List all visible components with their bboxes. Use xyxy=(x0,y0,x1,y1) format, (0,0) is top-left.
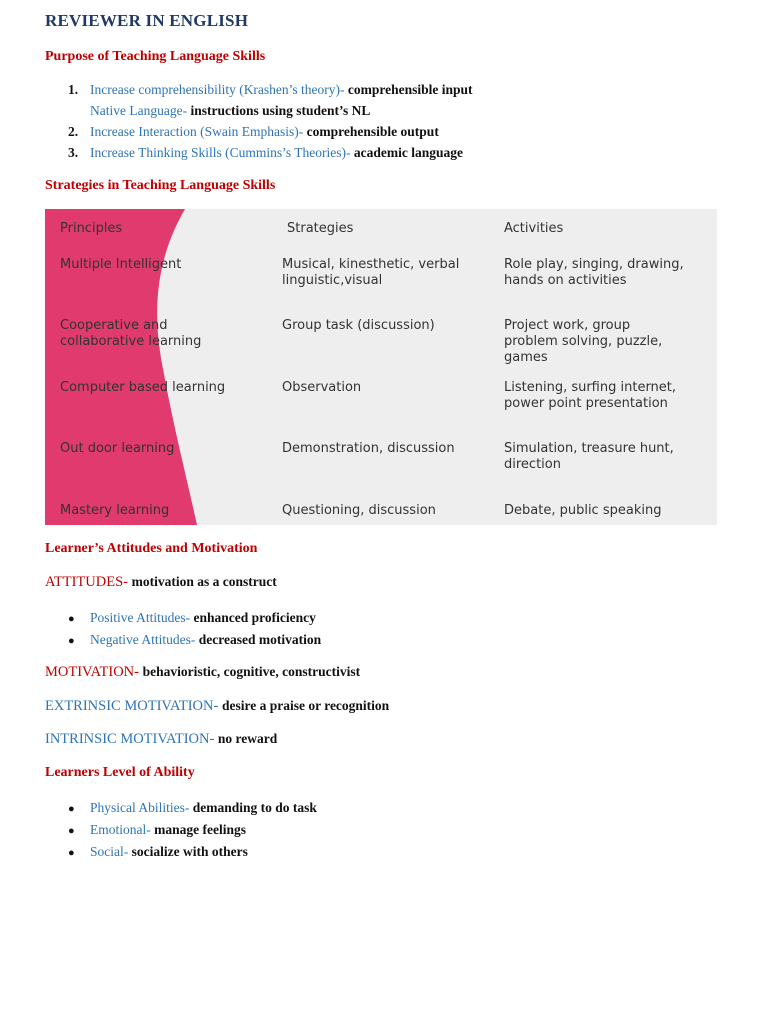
table-row-4-strategy: Demonstration, discussion xyxy=(282,441,455,456)
page-title: REVIEWER IN ENGLISH xyxy=(45,11,249,30)
item-label: Negative Attitudes- xyxy=(90,632,196,647)
motivation-text: behavioristic, cognitive, constructivist xyxy=(142,664,361,679)
table-row-2-activity: Project work, group problem solving, puzzle, games xyxy=(504,318,663,365)
table-row-5-principle: Mastery learning xyxy=(60,503,170,518)
extrinsic-label: EXTRINSIC MOTIVATION- xyxy=(45,698,219,714)
bullet-icon: ● xyxy=(68,825,75,837)
purpose-item-3 xyxy=(68,145,463,161)
attitude-item-positive xyxy=(68,610,316,626)
table-row-3-activity: Listening, surfing internet, power point presentation xyxy=(504,380,677,411)
ability-item-emotional xyxy=(68,822,246,838)
ability-item-social xyxy=(68,844,248,860)
table-row-1-activity: Role play, singing, drawing, hands on activities xyxy=(504,257,684,288)
bullet-icon: ● xyxy=(68,613,75,625)
strategies-heading: Strategies in Teaching Language Skills xyxy=(45,178,276,193)
attitudes-label: ATTITUDES- xyxy=(45,574,128,590)
table-row-2-strategy: Group task (discussion) xyxy=(282,318,435,333)
table-row-3-principle: Computer based learning xyxy=(60,380,226,395)
intrinsic-motivation-line xyxy=(45,731,277,748)
list-number: 2. xyxy=(68,124,79,139)
item-text: demanding to do task xyxy=(192,800,317,815)
table-row-4-principle: Out door learning xyxy=(60,441,175,456)
bullet-icon: ● xyxy=(68,847,75,859)
extrinsic-text: desire a praise or recognition xyxy=(221,698,390,713)
item-label: Increase Thinking Skills (Cummins’s Theories)- xyxy=(90,145,351,160)
purpose-item-1 xyxy=(68,82,473,98)
bullet-icon: ● xyxy=(68,803,75,815)
attitudes-text: motivation as a construct xyxy=(131,574,277,589)
strategies-table xyxy=(45,209,717,525)
item-text: manage feelings xyxy=(154,822,246,837)
list-number: 3. xyxy=(68,145,79,160)
table-header-principles: Principles xyxy=(60,221,123,236)
item-text: comprehensible input xyxy=(347,82,473,97)
table-header-strategies: Strategies xyxy=(287,221,354,236)
motivation-label: MOTIVATION- xyxy=(45,664,139,680)
item-text: comprehensible output xyxy=(306,124,439,139)
item-label: Social- xyxy=(90,844,129,859)
ability-item-physical xyxy=(68,800,317,816)
purpose-item-native-language xyxy=(90,103,370,119)
item-label: Emotional- xyxy=(90,822,151,837)
purpose-heading: Purpose of Teaching Language Skills xyxy=(45,49,266,64)
attitudes-line xyxy=(45,574,277,591)
intrinsic-label: INTRINSIC MOTIVATION- xyxy=(45,731,215,747)
item-text: academic language xyxy=(353,145,463,160)
item-text: socialize with others xyxy=(131,844,248,859)
item-label: Increase Interaction (Swain Emphasis)- xyxy=(90,124,304,139)
attitude-item-negative xyxy=(68,632,321,648)
intrinsic-text: no reward xyxy=(217,731,278,746)
item-text: decreased motivation xyxy=(198,632,322,647)
table-row-5-strategy: Questioning, discussion xyxy=(282,503,436,518)
table-row-1-principle: Multiple Intelligent xyxy=(60,257,182,272)
table-header-activities: Activities xyxy=(504,221,564,236)
item-text: enhanced proficiency xyxy=(193,610,316,625)
ability-heading: Learners Level of Ability xyxy=(45,765,195,780)
item-label: Physical Abilities- xyxy=(90,800,190,815)
table-row-4-activity: Simulation, treasure hunt, direction xyxy=(504,441,674,472)
table-row-1-strategy: Musical, kinesthetic, verbal linguistic,visual xyxy=(282,257,460,288)
list-number: 1. xyxy=(68,82,79,97)
extrinsic-motivation-line xyxy=(45,698,389,715)
item-label: Positive Attitudes- xyxy=(90,610,191,625)
motivation-line xyxy=(45,664,360,681)
item-text: instructions using student’s NL xyxy=(190,103,371,118)
table-row-2-principle: Cooperative and collaborative learning xyxy=(60,318,202,349)
purpose-item-2 xyxy=(68,124,439,140)
attitudes-heading: Learner’s Attitudes and Motivation xyxy=(45,541,258,556)
table-row-5-activity: Debate, public speaking xyxy=(504,503,662,518)
bullet-icon: ● xyxy=(68,635,75,647)
item-label: Native Language- xyxy=(90,103,188,118)
table-row-3-strategy: Observation xyxy=(282,380,362,395)
item-label: Increase comprehensibility (Krashen’s theory)- xyxy=(90,82,345,97)
